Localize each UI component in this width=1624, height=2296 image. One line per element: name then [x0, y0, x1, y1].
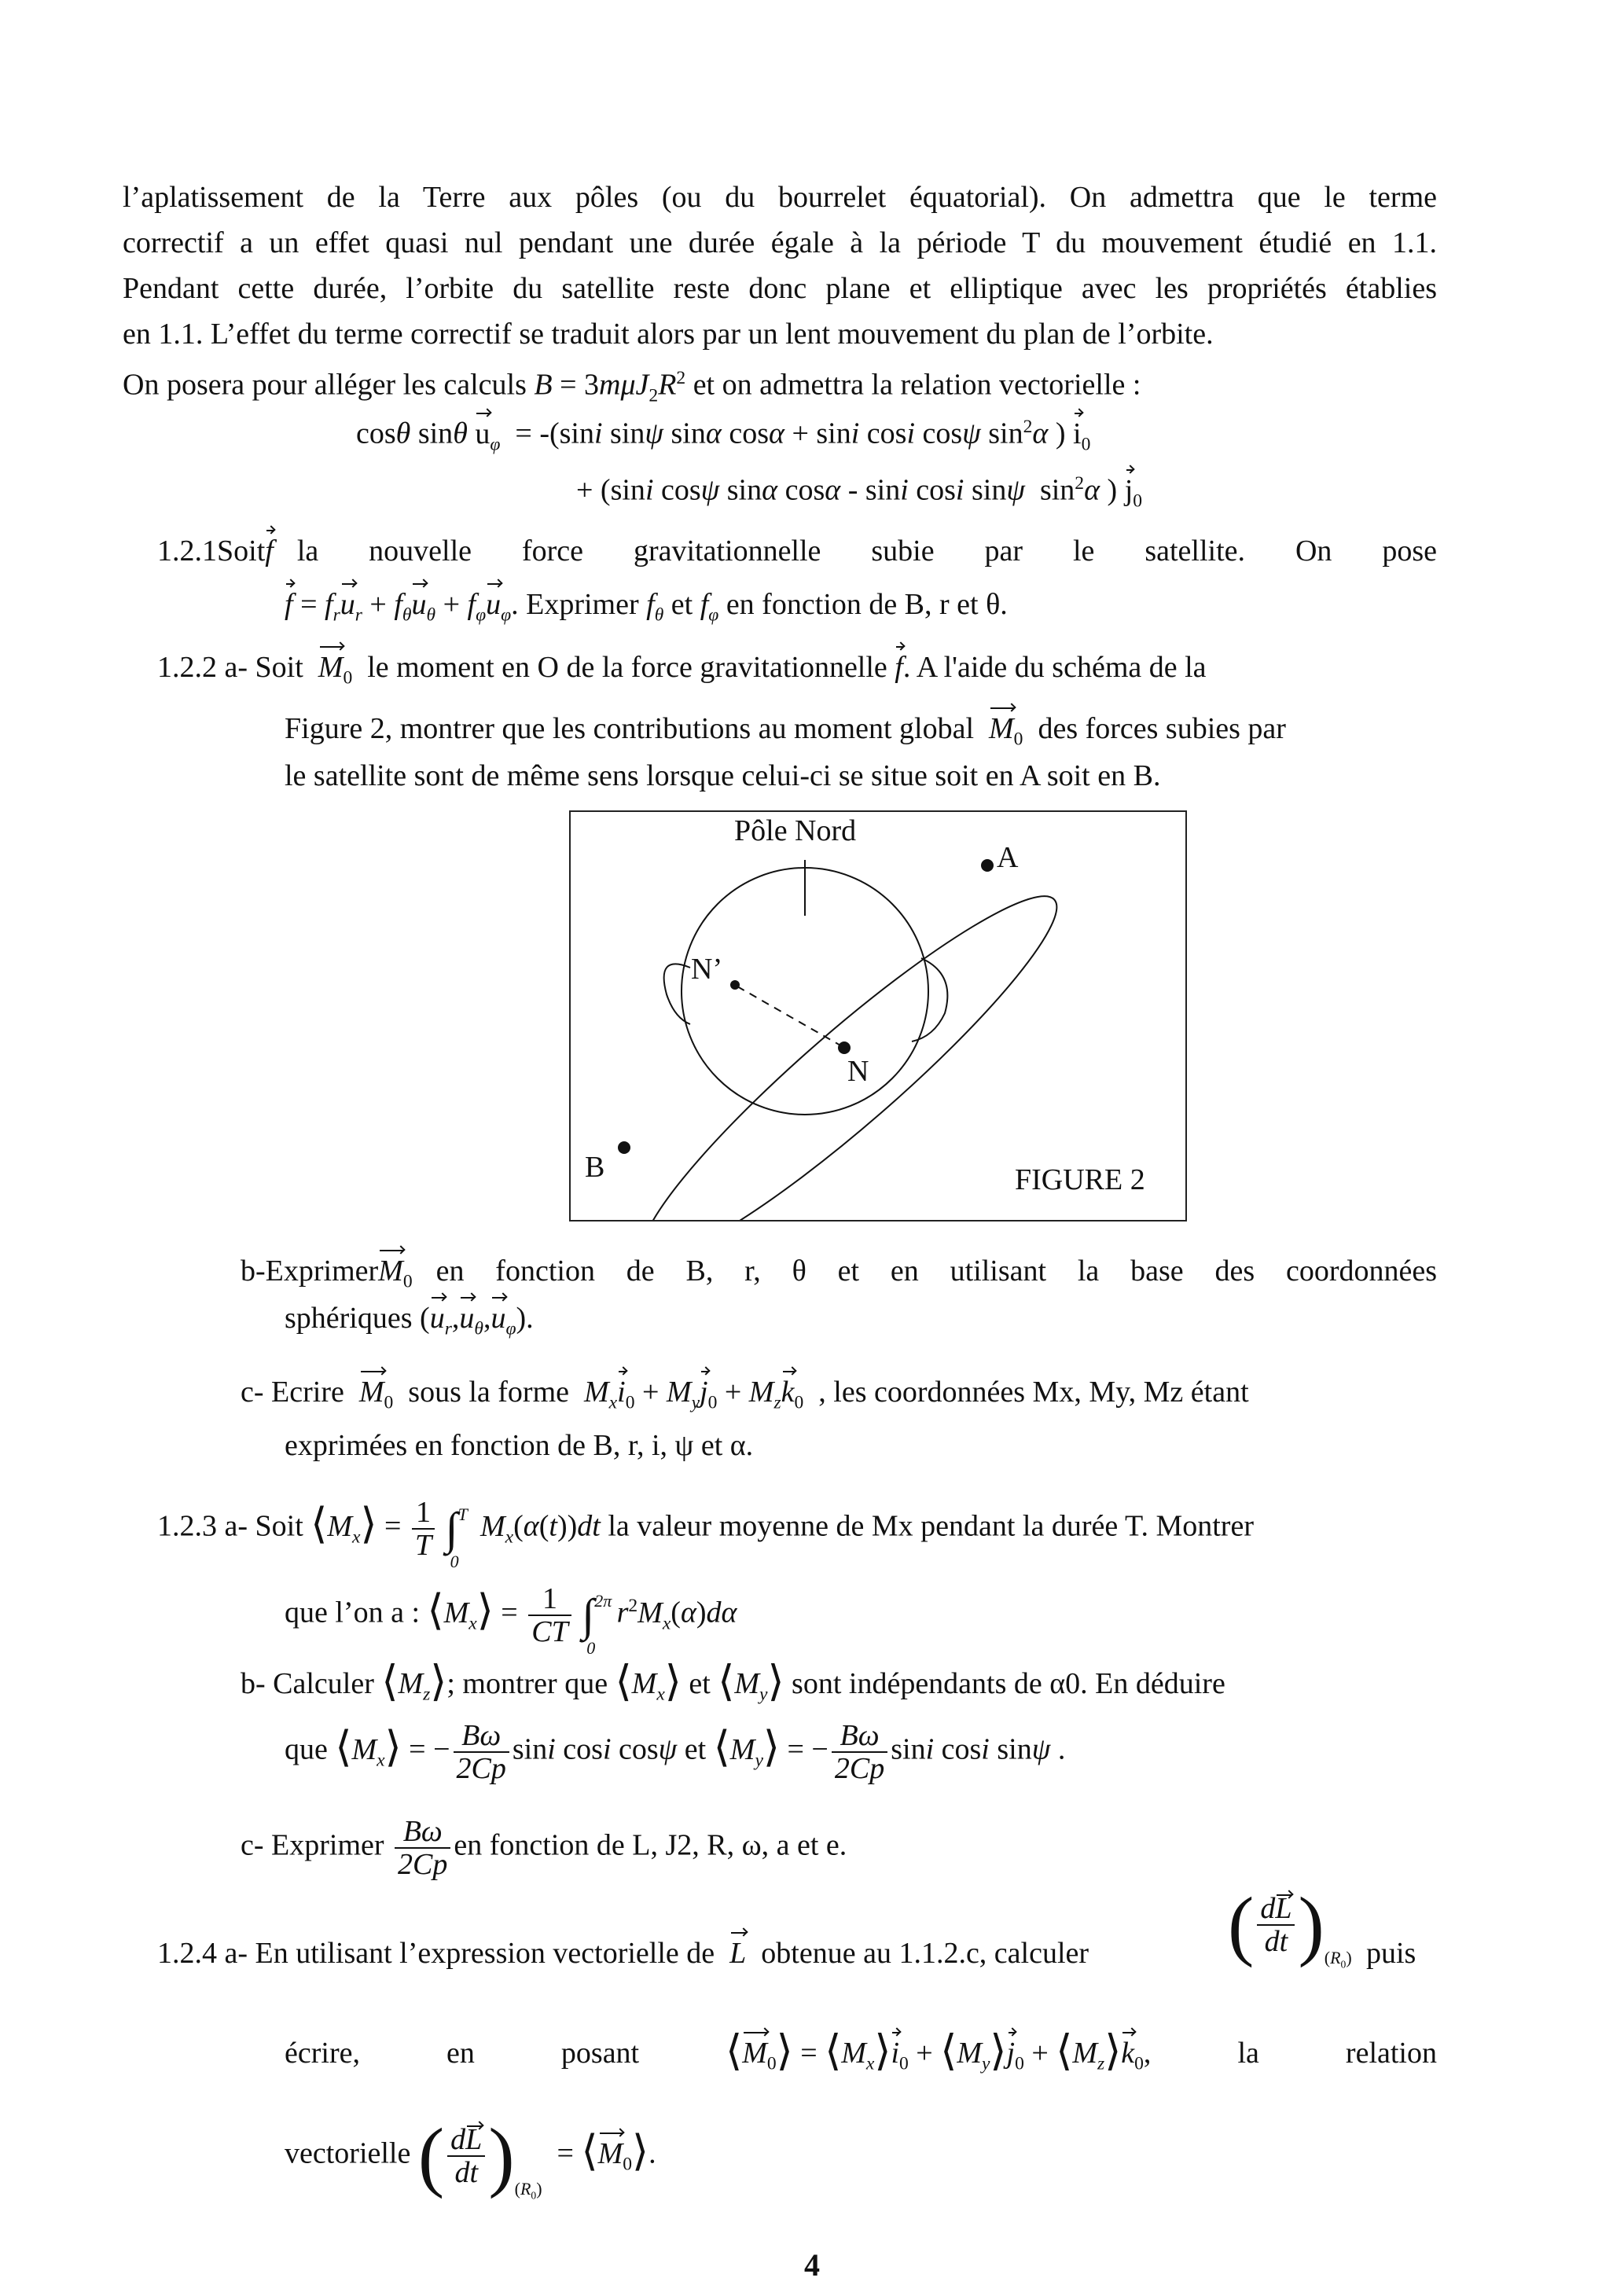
q122-number: 1.2.2 a-	[157, 651, 248, 684]
q123b-text-1d: sont indépendants de α0. En déduire	[792, 1667, 1225, 1700]
intro-line-4	[123, 311, 1214, 357]
intro-line-2	[123, 220, 1437, 266]
q122c-text-2: exprimées en fonction de B, r, i, ψ et α.	[285, 1429, 754, 1462]
q123a-soit: Soit	[255, 1509, 303, 1543]
intro-text-1: l’aplatissement de la Terre aux pôles (ou du bourrelet équatorial). On admettra que le terme	[123, 181, 1437, 214]
q122b-text-1: en fonction de B, r, θ et en utilisant la base des coordonnées	[435, 1255, 1437, 1288]
point-n-prime	[730, 980, 740, 990]
point-a	[981, 859, 994, 872]
q122-line-2: Figure 2, montrer que les contributions au moment global $M_0$ des forces subies par	[285, 706, 1286, 762]
q122-soit: Soit	[255, 651, 303, 684]
q122c-text-1: , les coordonnées Mx, My, Mz étant	[818, 1376, 1249, 1409]
q122-line-3	[285, 753, 1160, 799]
q124-line-2	[285, 2028, 1437, 2087]
q121-text-1: la nouvelle force gravitationnelle subie par le satellite. On pose	[296, 535, 1437, 568]
q123b-label: b-	[241, 1667, 266, 1700]
q124-posant: posant	[560, 2037, 640, 2070]
q122c-ecrire: Ecrire	[271, 1376, 344, 1409]
intro-text-5a: On posera pour alléger les calculs	[123, 368, 527, 402]
intro-line-1	[123, 174, 1437, 220]
q124-la: la	[1237, 2037, 1259, 2070]
axis-dashed-line	[737, 986, 842, 1046]
figure-2-diagram	[571, 812, 1185, 1220]
q124-ecrire: écrire,	[285, 2037, 360, 2070]
q124-mean-moment: $⟨M_0⟩$ = $⟨M_x⟩i_0$ + $⟨M_y⟩j_0$ + $⟨M_z⟩k_0$,	[726, 2027, 1152, 2074]
q122c-label: c-	[241, 1376, 264, 1409]
bulge-left	[664, 964, 690, 1024]
figure-label-b: B	[585, 1151, 605, 1184]
intro-line-3	[123, 266, 1437, 311]
q122-text-2b: des forces subies par	[1038, 712, 1286, 745]
q124-dldt-1: ( $\frac{dL}{dt}$ )$_{(R_0)}$	[1228, 1881, 1352, 1971]
q122c-line-2	[285, 1423, 753, 1468]
point-b	[618, 1141, 630, 1154]
q122-line-1: 1.2.2 a- Soit $M_0$ le moment en O de la force gravitationnelle f. A l'aide du schéma de la	[157, 645, 1207, 701]
figure-2	[569, 810, 1187, 1221]
q121-number: 1.2.1	[157, 535, 217, 568]
moment-m0-symbol: M	[318, 645, 344, 690]
q123b-line-2: que $⟨M_x⟩$ = − $\frac{B\omega}{2Cp}$ sini cosi cosψ et $⟨M_y⟩$ = − $\frac{B\omega}{2Cp}$ sini cosi sinψ .	[285, 1719, 1066, 1785]
q122-text-1c: . A l'aide du schéma de la	[902, 651, 1207, 684]
intro-text-4: en 1.1. L’effet du terme correctif se traduit alors par un lent mouvement du plan de l’orbite.	[123, 318, 1214, 351]
figure-label-n: N	[847, 1055, 869, 1088]
vector-relation-line-1: cosθ sinθ $u_\varphi = -(\sin i$ sinψ sinα cosα + sini cosi cosψ $\sin^2\alpha$ ) $i_0$	[356, 404, 1090, 467]
q123b-text-1b: ; montrer que	[446, 1667, 608, 1700]
figure-caption: FIGURE 2	[1015, 1163, 1145, 1196]
figure-label-nprime: N’	[691, 953, 723, 986]
q123-number: 1.2.3 a-	[157, 1509, 248, 1543]
q121-text-2: en fonction de B, r et θ.	[726, 588, 1008, 621]
q123b-et-2: et	[684, 1732, 707, 1766]
q122b-label: b-	[241, 1255, 266, 1288]
vector-relation-line-2: + (sini cosψ sinα cosα - sini cosi sinψ $\sin^2\alpha$ ) $j_0$	[576, 461, 1142, 523]
q121-soit: Soit	[217, 535, 266, 568]
q123a-text-1: la valeur moyenne de Mx pendant la durée T. Montrer	[608, 1509, 1254, 1543]
q124-puis-line	[1366, 1930, 1416, 1976]
q124-puis: puis	[1366, 1937, 1416, 1970]
q121-exprimer: . Exprimer	[511, 588, 639, 621]
q123c-text-1: en fonction de L, J2, R, ω, a et e.	[454, 1828, 847, 1862]
bulge-right	[912, 958, 947, 1041]
q122b-line-2: sphériques $(u_r,u_\theta,u_\varphi)$.	[285, 1295, 534, 1352]
q123b-line-1: b- Calculer $⟨M_z⟩$; montrer que $⟨M_x⟩$ et $⟨M_y⟩$ sont indépendants de α0. En déduire	[241, 1658, 1225, 1705]
q124-relation: relation	[1345, 2037, 1437, 2070]
q123a-line-1: 1.2.3 a- Soit $⟨M_x⟩$ = $\frac{1}{T}$ ∫ T 0 $M_x(\alpha(t))dt$ la valeur moyenne de Mx pendant la durée T. Montrer	[157, 1496, 1254, 1571]
page-number: 4	[804, 2247, 820, 2283]
q123c-line-1: c- Exprimer $\frac{B\omega}{2Cp}$ en fonction de L, J2, R, ω, a et e.	[241, 1815, 847, 1881]
q123c-label: c-	[241, 1828, 264, 1862]
point-n	[838, 1041, 851, 1054]
q123b-que: que	[285, 1732, 328, 1766]
q122-text-2a: Figure 2, montrer que les contributions au moment global	[285, 712, 975, 745]
q123a-text-2: que l’on a :	[285, 1596, 421, 1629]
q122b-text-2: sphériques	[285, 1302, 413, 1335]
q124-en: en	[446, 2037, 475, 2070]
q122c-line-1: c- Ecrire $M_0$ sous la forme $M_xi_0 + M_yj_0 + M_zk_0$ , les coordonnées Mx, My, Mz étant	[241, 1369, 1249, 1426]
q124-text-1a: En utilisant l’expression vectorielle de	[255, 1937, 715, 1970]
figure-pole-label: Pôle Nord	[734, 814, 857, 847]
q124-number: 1.2.4 a-	[157, 1937, 248, 1970]
force-f-symbol: f	[265, 528, 274, 574]
intro-line-5: On posera pour alléger les calculs $B = 3m\mu J_2R^2$ et on admettra la relation vectorielle :	[123, 368, 1141, 406]
q121-line-1	[157, 528, 1437, 574]
q124-line-1: 1.2.4 a- En utilisant l’expression vectorielle de L obtenue au 1.1.2.c, calculer	[157, 1930, 1089, 1976]
formula-b-definition: B	[534, 368, 553, 402]
q123b-calculer: Calculer	[273, 1667, 374, 1700]
q123b-et: et	[689, 1667, 711, 1700]
q122b-exprimer: Exprimer	[265, 1255, 379, 1288]
q121-line-2: $f = f_ru_r + f_\theta u_\theta + f_\varphi u_\varphi$. Exprimer $f_\theta$ et $f_\varphi$ en fonction de B, r et θ.	[285, 582, 1008, 638]
q122-text-1: le moment en O de la force gravitationnelle	[367, 651, 887, 684]
q122-text-3: le satellite sont de même sens lorsque celui-ci se situe soit en A soit en B.	[285, 759, 1161, 792]
q122b-line-1: b- Exprimer $M_0$ en fonction de B, r, θ et en utilisant la base des coordonnées	[241, 1248, 1437, 1305]
figure-label-a: A	[997, 841, 1019, 874]
q124-line-3: vectorielle ( $\frac{dL}{dt}$ )$_{(R_0)}$ = $⟨M_0⟩$.	[285, 2112, 656, 2202]
q123c-exprimer: Exprimer	[271, 1828, 384, 1862]
intro-text-5b: et on admettra la relation vectorielle :	[693, 368, 1141, 402]
q123a-line-2: que l’on a : $⟨M_x⟩$ = $\frac{1}{CT}$ ∫ 2π 0 $r^2M_x(\alpha)d\alpha$	[285, 1582, 737, 1658]
q122c-sous: sous la forme	[408, 1376, 570, 1409]
intro-text-3: Pendant cette durée, l’orbite du satellite reste donc plane et elliptique avec les propriétés établies	[123, 272, 1437, 305]
q124-vectorielle: vectorielle	[285, 2136, 411, 2170]
q124-text-1b: obtenue au 1.1.2.c, calculer	[761, 1937, 1089, 1970]
intro-text-2: correctif a un effet quasi nul pendant une durée égale à la période T du mouvement étudié en 1.1.	[123, 226, 1437, 259]
force-f-decomposition: f	[285, 582, 293, 627]
q121-et: et	[671, 588, 693, 621]
